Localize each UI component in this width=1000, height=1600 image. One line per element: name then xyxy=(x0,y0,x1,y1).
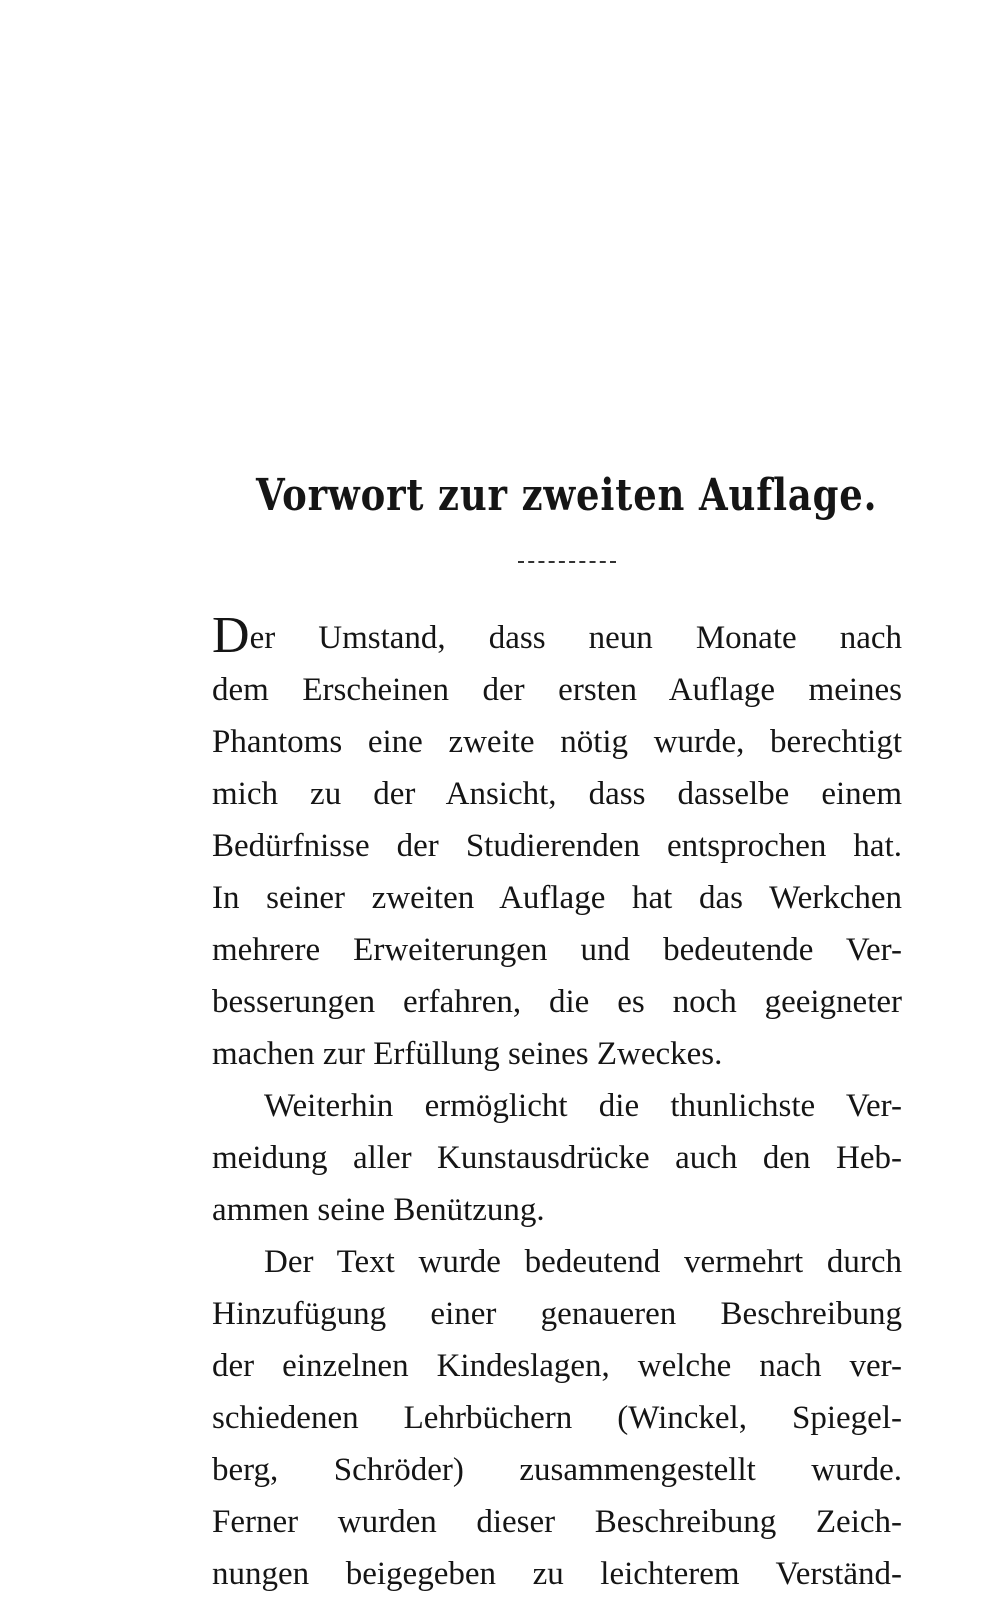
text-line: berg, Schröder) zusammengestellt wurde. xyxy=(212,1452,902,1488)
text-line: Hinzufügung einer genaueren Beschreibung xyxy=(212,1296,902,1332)
preface-text xyxy=(212,612,902,1600)
title-divider xyxy=(518,561,616,563)
text-line: der einzelnen Kindeslagen, welche nach ver- xyxy=(212,1348,902,1384)
text-line: besserungen erfahren, die es noch geeigneter xyxy=(212,984,902,1020)
text-line: Phantoms eine zweite nötig wurde, berechtigt xyxy=(212,724,902,760)
text-line: nungen beigegeben zu leichterem Verständ- xyxy=(212,1556,902,1592)
drop-cap: D xyxy=(212,612,250,664)
page-title: Vorwort zur zweiten Auflage. xyxy=(256,470,878,521)
text-line: In seiner zweiten Auflage hat das Werkchen xyxy=(212,880,902,916)
text-line: schiedenen Lehrbüchern (Winckel, Spiegel- xyxy=(212,1400,902,1436)
text-line: dem Erscheinen der ersten Auflage meines xyxy=(212,672,902,708)
text-line: Bedürfnisse der Studierenden entsprochen hat. xyxy=(212,828,902,864)
line-text: er Umstand, dass neun Monate nach xyxy=(249,620,902,656)
text-line: meidung aller Kunstausdrücke auch den Heb- xyxy=(212,1140,902,1176)
text-line: ammen seine Benützung. xyxy=(212,1192,545,1228)
text-line: Ferner wurden dieser Beschreibung Zeich- xyxy=(212,1504,902,1540)
text-line: Der Text wurde bedeutend vermehrt durch xyxy=(264,1244,902,1280)
text-line: mehrere Erweiterungen und bedeutende Ver- xyxy=(212,932,902,968)
text-line: mich zu der Ansicht, dass dasselbe einem xyxy=(212,776,902,812)
text-line: Weiterhin ermöglicht die thunlichste Ver- xyxy=(264,1088,902,1124)
text-line: machen zur Erfüllung seines Zweckes. xyxy=(212,1036,723,1072)
text-line xyxy=(212,612,902,664)
